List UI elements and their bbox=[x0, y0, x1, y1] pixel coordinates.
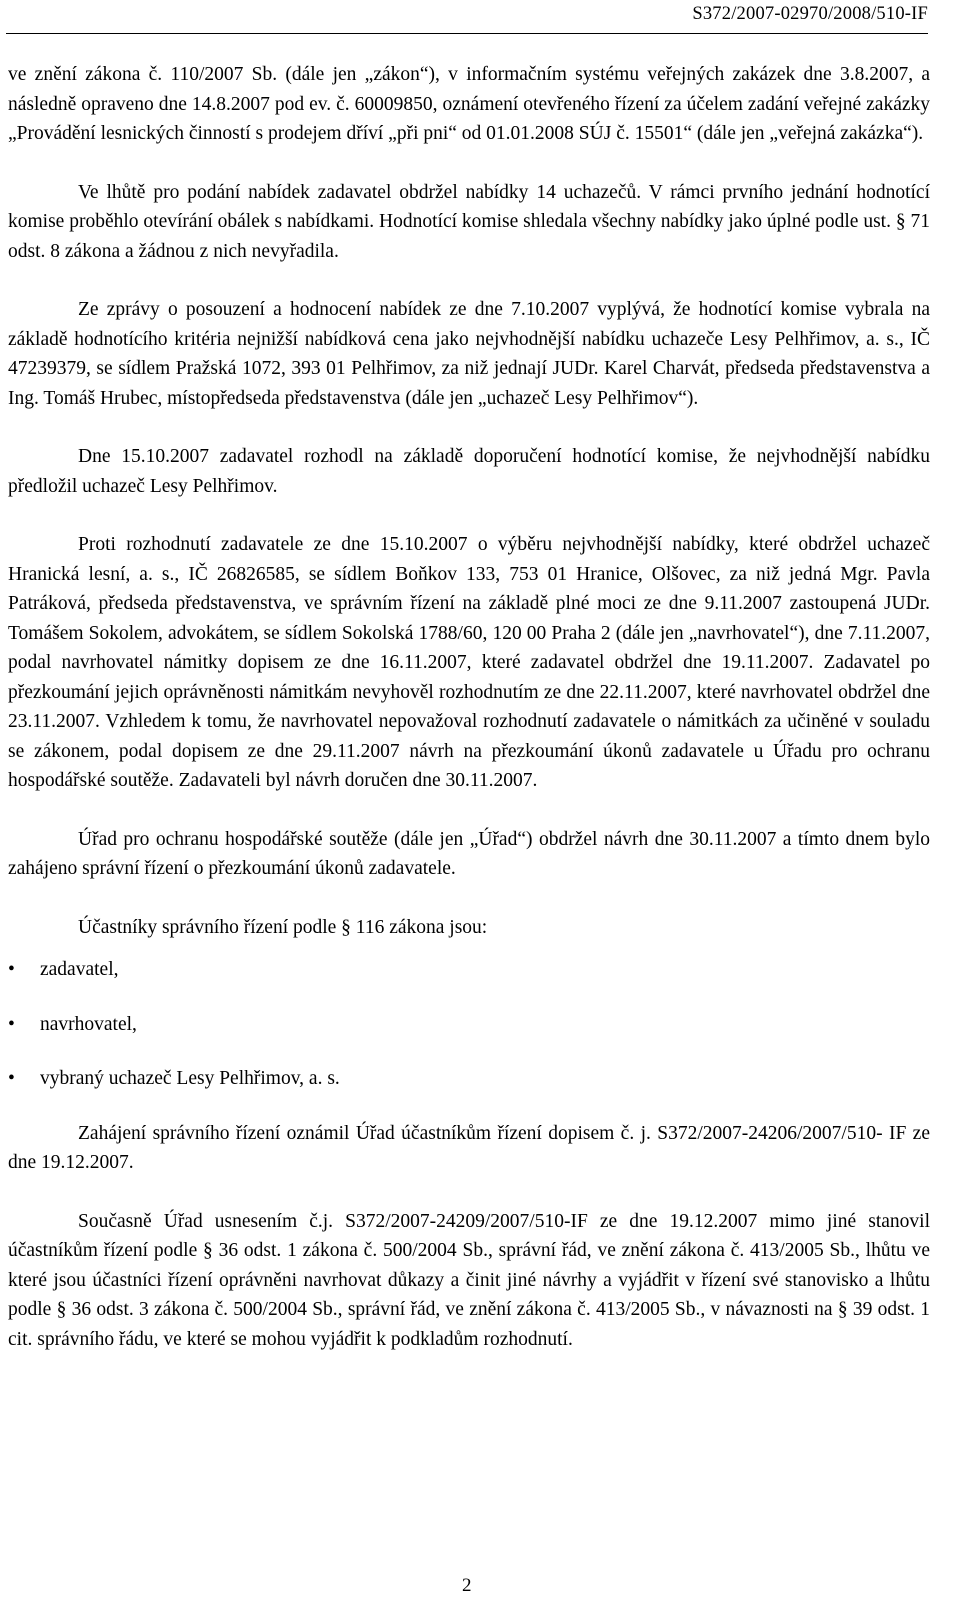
participant-label: navrhovatel, bbox=[40, 1013, 137, 1035]
paragraph-proceeding-started: Úřad pro ochranu hospodářské soutěže (dále jen „Úřad“) obdržel návrh dne 30.11.2007 a tímto dnem bylo zahájeno správní řízení o přezkoumání úkonů zadavatele. bbox=[8, 828, 930, 879]
bullet-icon: • bbox=[8, 1068, 15, 1089]
paragraph-participants-intro: Účastníky správního řízení podle § 116 zákona jsou: bbox=[78, 916, 488, 938]
document-reference-number: S372/2007-02970/2008/510-IF bbox=[692, 4, 928, 24]
bullet-icon: • bbox=[8, 1013, 15, 1035]
page-number: 2 bbox=[462, 1575, 472, 1596]
list-item bbox=[8, 1064, 930, 1094]
document-body bbox=[8, 60, 930, 1354]
participants-list bbox=[8, 955, 930, 1094]
paragraph-resolution: Současně Úřad usnesením č.j. S372/2007-24209/2007/510-IF ze dne 19.12.2007 mimo jiné stanovil účastníkům řízení podle § 36 odst. 1 zákona č. 500/2004 Sb., správní řád, ve znění zákona č. 413/2005 Sb., lhůtu ve které jsou účastníci řízení oprávněni navrhovat důkazy a činit jiné návrhy a vyjádřit v řízení své stanovisko a lhůtu podle § 36 odst. 3 zákona č. 500/2004 Sb., správní řád, ve znění zákona č. 413/2005 Sb., v návaznosti na § 39 odst. 1 cit. správního řádu, ve které se mohou vyjádřit k podkladům rozhodnutí. bbox=[8, 1210, 930, 1350]
participant-label: zadavatel, bbox=[40, 959, 119, 980]
paragraph-contracting-decision: Dne 15.10.2007 zadavatel rozhodl na základě doporučení hodnotící komise, že nejvhodnější nabídku předložil uchazeč Lesy Pelhřimov. bbox=[8, 446, 930, 497]
paragraph-objections: Proti rozhodnutí zadavatele ze dne 15.10.2007 o výběru nejvhodnější nabídky, které obdržel uchazeč Hranická lesní, a. s., IČ 26826585, se sídlem Boňkov 133, 753 01 Hranice, Olšovec, za niž jedná Mgr. Pavla Patráková, předseda představenstva, ve správním řízení na základě plné moci ze dne 9.11.2007 zastoupená JUDr. Tomášem Sokolem, advokátem, se sídlem Sokolská 1788/60, 120 00 Praha 2 (dále jen „navrhovatel“), dne 7.11.2007, podal navrhovatel námitky dopisem ze dne 16.11.2007, které zadavatel obdržel dne 19.11.2007. Zadavatel po přezkoumání jejich oprávněnosti námitkám nevyhověl rozhodnutím ze dne 22.11.2007, které navrhovatel obdržel dne 23.11.2007. Vzhledem k tomu, že navrhovatel nepovažoval rozhodnutí zadavatele o námitkách za učiněné v souladu se zákonem, podal dopisem ze dne 29.11.2007 návrh na přezkoumání úkonů zadavatele u Úřadu pro ochranu hospodářské soutěže. Zadavateli byl návrh doručen dne 30.11.2007. bbox=[8, 534, 930, 791]
paragraph-offers-received: Ve lhůtě pro podání nabídek zadavatel obdržel nabídky 14 uchazečů. V rámci prvního jednání hodnotící komise proběhlo otevírání obálek s nabídkami. Hodnotící komise shledala všechny nabídky jako úplné podle ust. § 71 odst. 8 zákona a žádnou z nich nevyřadila. bbox=[8, 181, 930, 262]
header-rule bbox=[6, 33, 928, 34]
paragraph-notification: Zahájení správního řízení oznámil Úřad účastníkům řízení dopisem č. j. S372/2007-24206/2007/510- IF ze dne 19.12.2007. bbox=[8, 1122, 930, 1173]
paragraph-evaluation-report: Ze zprávy o posouzení a hodnocení nabídek ze dne 7.10.2007 vyplývá, že hodnotící komise vybrala na základě hodnotícího kritéria nejnižší nabídková cena jako nejvhodnější nabídku uchazeče Lesy Pelhřimov, a. s., IČ 47239379, se sídlem Pražská 1072, 393 01 Pelhřimov, za niž jednají JUDr. Karel Charvát, předseda představenstva a Ing. Tomáš Hrubec, místopředseda představenstva (dále jen „uchazeč Lesy Pelhřimov“). bbox=[8, 299, 930, 409]
participant-label: vybraný uchazeč Lesy Pelhřimov, a. s. bbox=[40, 1068, 340, 1089]
paragraph-tender-notice: ve znění zákona č. 110/2007 Sb. (dále jen „zákon“), v informačním systému veřejných zakázek dne 3.8.2007, a následně opraveno dne 14.8.2007 pod ev. č. 60009850, oznámení otevřeného řízení za účelem zadání veřejné zakázky „Provádění lesnických činností s prodejem dříví „při pni“ od 01.01.2008 SÚJ č. 15501“ (dále jen „veřejná zakázka“). bbox=[8, 64, 930, 144]
list-item bbox=[8, 955, 930, 985]
bullet-icon: • bbox=[8, 959, 15, 980]
page-header bbox=[0, 0, 960, 46]
list-item bbox=[8, 1010, 930, 1040]
